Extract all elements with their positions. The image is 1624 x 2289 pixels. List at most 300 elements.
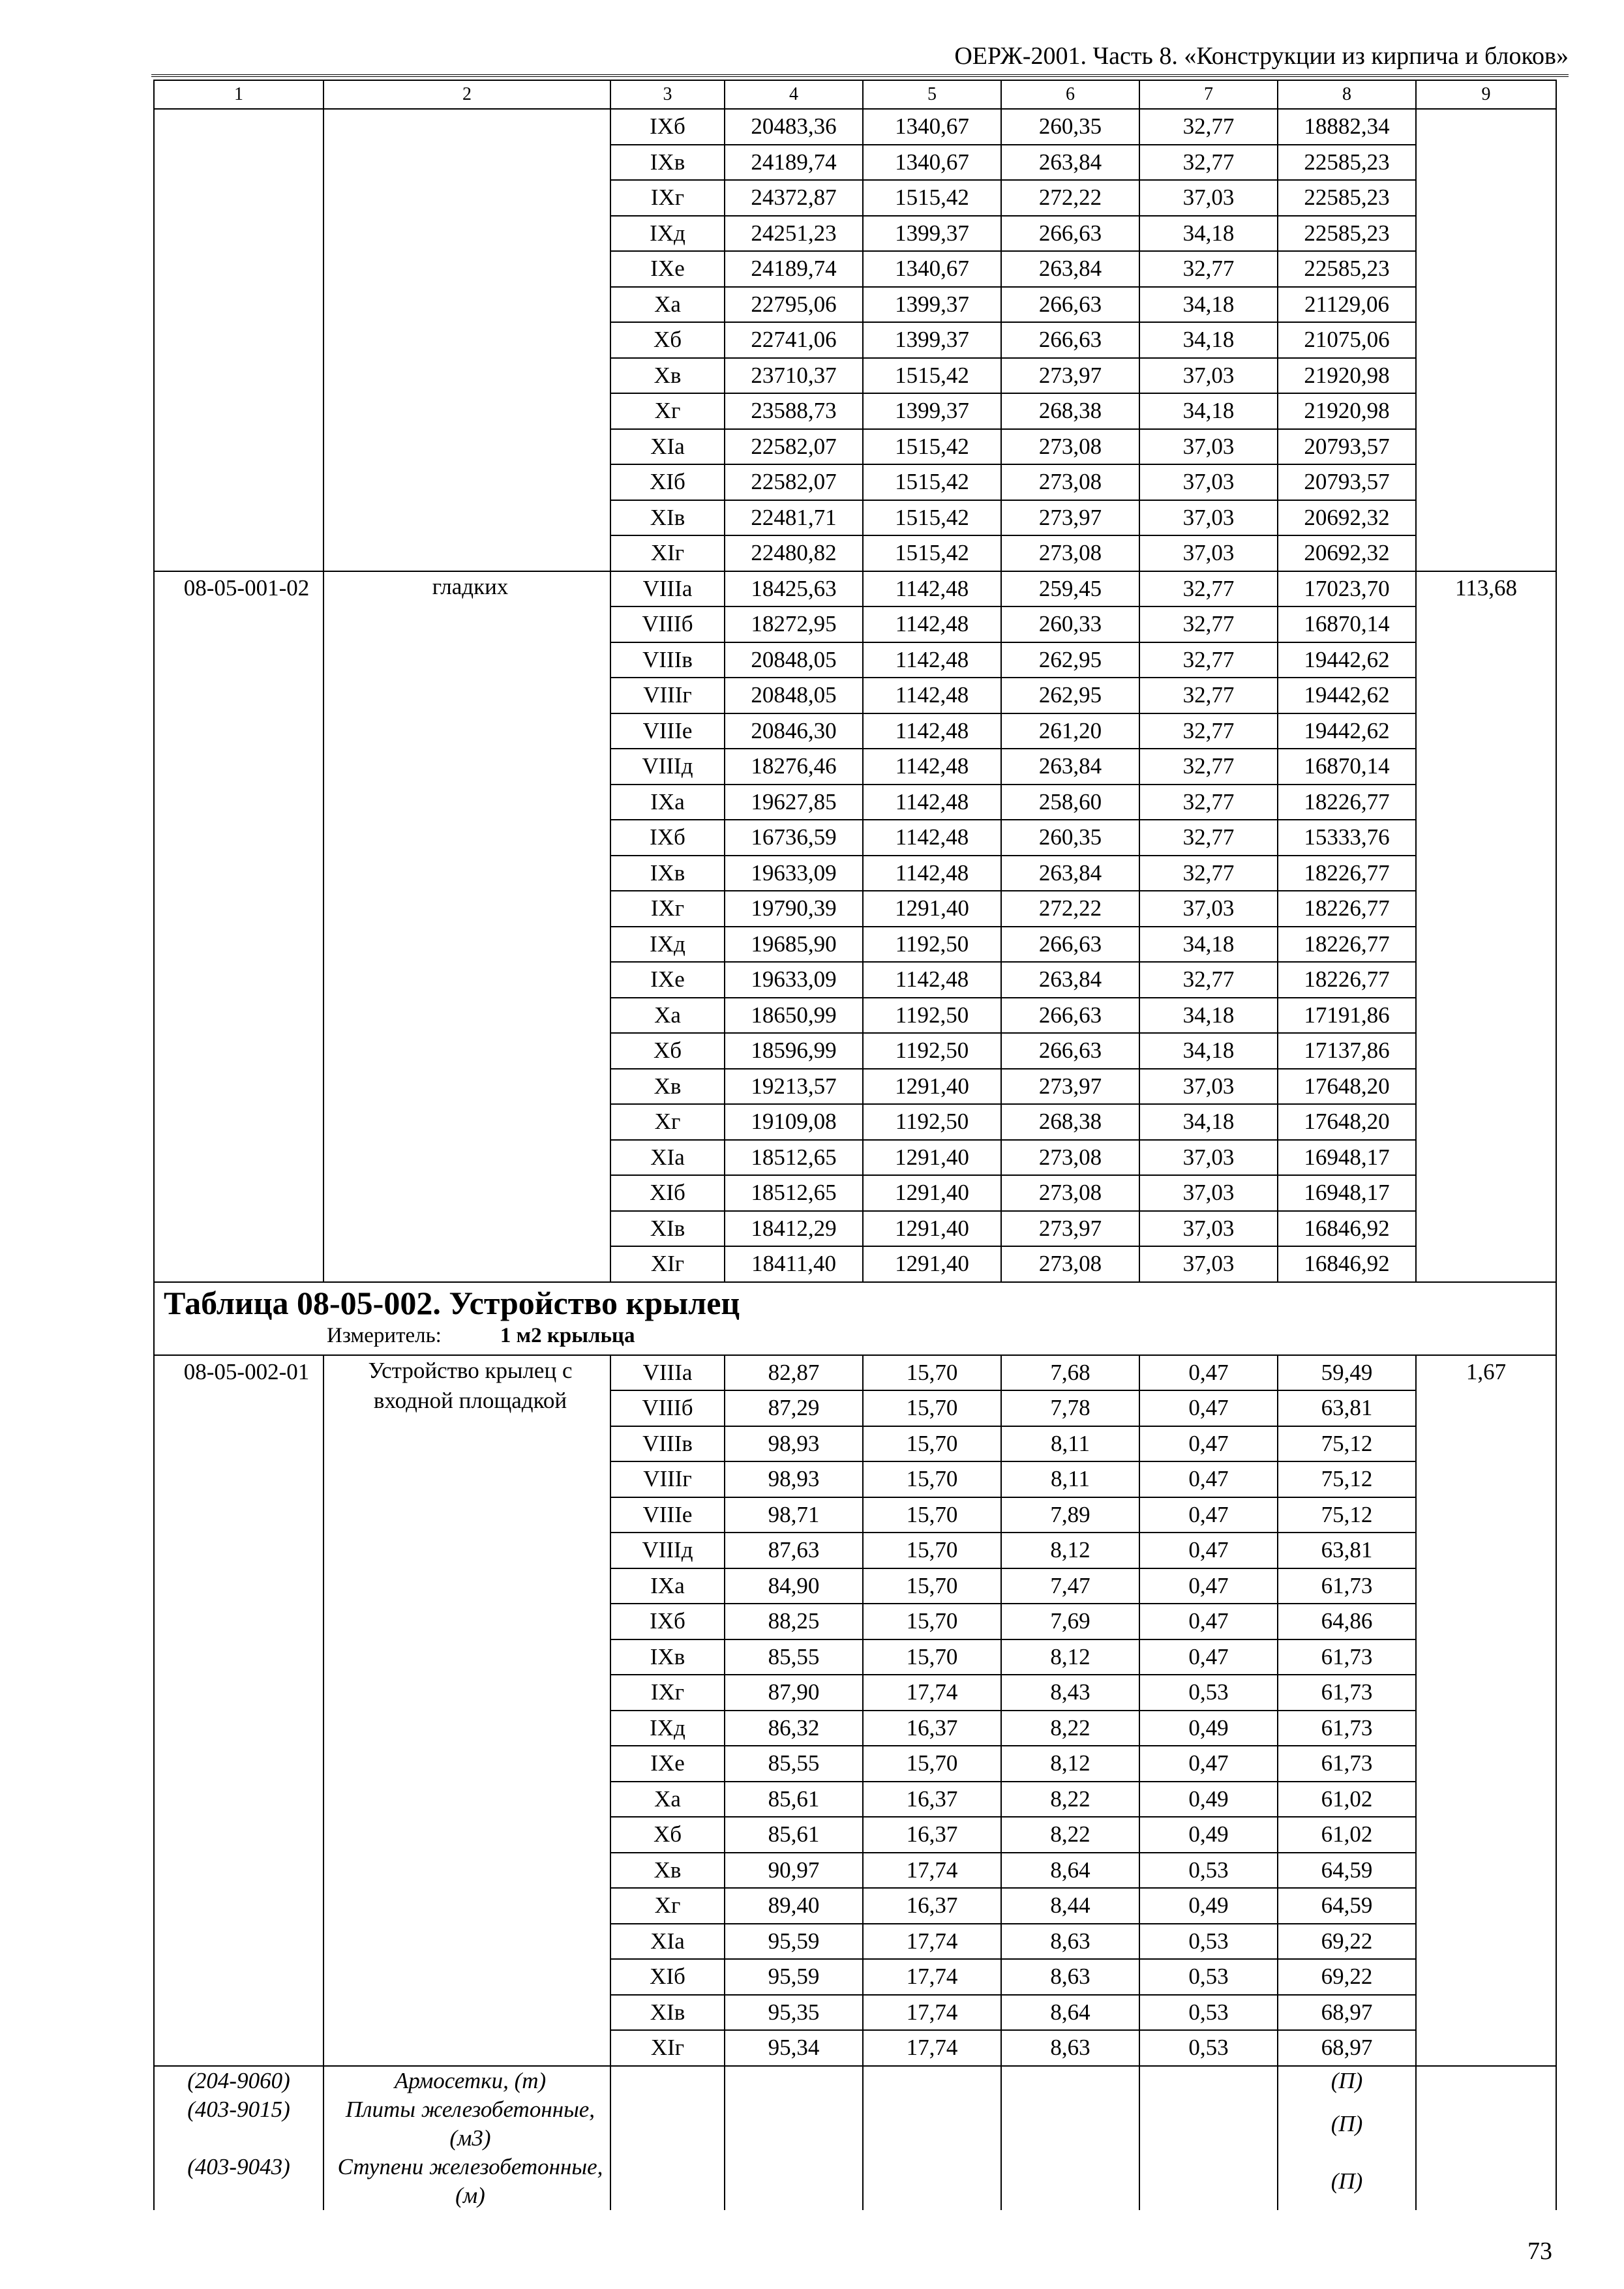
zone-cell: Xв [610, 1853, 725, 1889]
value-cell: 8,63 [1001, 2030, 1139, 2066]
col-header: 3 [610, 80, 725, 109]
value-cell: 273,08 [1001, 1175, 1139, 1211]
value-cell: 0,47 [1139, 1355, 1278, 1391]
value-cell: 85,55 [725, 1746, 863, 1782]
value-cell: 17648,20 [1278, 1104, 1416, 1140]
value-cell: 8,12 [1001, 1639, 1139, 1675]
value-cell: 18596,99 [725, 1033, 863, 1069]
table-title: Таблица 08-05-002. Устройство крылец [164, 1284, 740, 1321]
zone-cell: VIIIг [610, 1461, 725, 1497]
zone-cell: IXд [610, 216, 725, 252]
resource-value: (П) [1278, 2066, 1416, 2095]
value-cell: 37,03 [1139, 429, 1278, 465]
measure-line [164, 1323, 1556, 1348]
value-cell: 24372,87 [725, 180, 863, 216]
value-cell: 17,74 [863, 1675, 1001, 1711]
empty-cell [725, 2095, 863, 2153]
empty-cell [1416, 2066, 1556, 2095]
value-cell: 34,18 [1139, 287, 1278, 323]
resource-code: (204-9060) [154, 2066, 323, 2095]
value-cell: 7,89 [1001, 1497, 1139, 1533]
value-cell: 15,70 [863, 1390, 1001, 1426]
value-cell: 95,59 [725, 1959, 863, 1995]
value-cell: 1142,48 [863, 856, 1001, 891]
value-cell: 18425,63 [725, 571, 863, 607]
zone-cell: Xб [610, 322, 725, 358]
value-cell: 262,95 [1001, 678, 1139, 713]
value-cell: 22741,06 [725, 322, 863, 358]
value-cell: 34,18 [1139, 927, 1278, 963]
resource-code: (403-9015) [154, 2095, 323, 2153]
resource-code: (403-9043) [154, 2153, 323, 2210]
value-cell: 82,87 [725, 1355, 863, 1391]
value-cell: 61,73 [1278, 1746, 1416, 1782]
value-cell: 260,35 [1001, 820, 1139, 856]
value-cell: 263,84 [1001, 251, 1139, 287]
value-cell: 8,43 [1001, 1675, 1139, 1711]
value-cell: 16,37 [863, 1711, 1001, 1746]
value-cell: 85,55 [725, 1639, 863, 1675]
value-cell: 19442,62 [1278, 642, 1416, 678]
value-cell: 61,02 [1278, 1782, 1416, 1818]
empty-cell [1416, 2153, 1556, 2210]
value-cell: 17023,70 [1278, 571, 1416, 607]
value-cell: 1515,42 [863, 500, 1001, 536]
rate-code: 08-05-002-01 [154, 1355, 323, 2066]
value-cell: 88,25 [725, 1604, 863, 1639]
value-cell: 7,68 [1001, 1355, 1139, 1391]
value-cell: 18226,77 [1278, 891, 1416, 927]
measure-label: Измеритель: [327, 1323, 442, 1347]
value-cell: 8,22 [1001, 1711, 1139, 1746]
value-cell: 263,84 [1001, 145, 1139, 181]
value-cell: 0,53 [1139, 1853, 1278, 1889]
col-header: 1 [154, 80, 323, 109]
value-cell: 0,47 [1139, 1604, 1278, 1639]
value-cell: 1515,42 [863, 180, 1001, 216]
empty-cell [725, 2066, 863, 2095]
value-cell: 1192,50 [863, 927, 1001, 963]
value-cell: 89,40 [725, 1888, 863, 1924]
value-cell: 1192,50 [863, 1104, 1001, 1140]
value-cell: 0,53 [1139, 1675, 1278, 1711]
value-cell: 1399,37 [863, 216, 1001, 252]
empty-cell [1001, 2153, 1139, 2210]
value-cell: 15,70 [863, 1746, 1001, 1782]
zone-cell: IXе [610, 251, 725, 287]
value-cell: 34,18 [1139, 322, 1278, 358]
value-cell: 37,03 [1139, 1246, 1278, 1282]
value-cell: 61,73 [1278, 1639, 1416, 1675]
value-cell: 23588,73 [725, 393, 863, 429]
value-cell: 1340,67 [863, 109, 1001, 145]
value-cell: 1291,40 [863, 891, 1001, 927]
value-cell: 19633,09 [725, 962, 863, 998]
value-cell: 1142,48 [863, 785, 1001, 820]
zone-cell: XIв [610, 1211, 725, 1247]
rate-name [323, 109, 610, 571]
empty-cell [863, 2153, 1001, 2210]
value-cell: 20692,32 [1278, 500, 1416, 536]
value-cell: 272,22 [1001, 891, 1139, 927]
value-cell: 95,34 [725, 2030, 863, 2066]
value-cell: 32,77 [1139, 962, 1278, 998]
value-cell: 266,63 [1001, 216, 1139, 252]
value-cell: 22481,71 [725, 500, 863, 536]
value-cell: 20793,57 [1278, 429, 1416, 465]
value-cell: 1399,37 [863, 287, 1001, 323]
zone-cell: IXв [610, 856, 725, 891]
value-cell: 24251,23 [725, 216, 863, 252]
value-cell: 63,81 [1278, 1533, 1416, 1568]
value-cell: 273,08 [1001, 1140, 1139, 1176]
value-cell: 0,53 [1139, 2030, 1278, 2066]
value-cell: 95,35 [725, 1995, 863, 2031]
value-cell: 15,70 [863, 1355, 1001, 1391]
value-cell: 0,47 [1139, 1746, 1278, 1782]
value-cell: 260,35 [1001, 109, 1139, 145]
value-cell: 1399,37 [863, 393, 1001, 429]
value-cell: 18276,46 [725, 749, 863, 785]
value-cell: 273,97 [1001, 1069, 1139, 1105]
value-cell: 85,61 [725, 1817, 863, 1853]
value-cell: 1142,48 [863, 642, 1001, 678]
zone-cell: Xа [610, 1782, 725, 1818]
value-cell: 17,74 [863, 2030, 1001, 2066]
value-cell: 16736,59 [725, 820, 863, 856]
zone-cell: XIг [610, 1246, 725, 1282]
value-cell: 20692,32 [1278, 535, 1416, 571]
value-cell: 37,03 [1139, 535, 1278, 571]
value-cell: 20848,05 [725, 642, 863, 678]
empty-cell [610, 2153, 725, 2210]
value-cell: 8,63 [1001, 1959, 1139, 1995]
value-cell: 68,97 [1278, 2030, 1416, 2066]
value-cell: 19633,09 [725, 856, 863, 891]
value-cell: 15,70 [863, 1568, 1001, 1604]
value-cell: 87,90 [725, 1675, 863, 1711]
resource-name: Ступени железобетонные, (м) [323, 2153, 610, 2210]
value-cell: 0,49 [1139, 1711, 1278, 1746]
zone-cell: XIб [610, 1175, 725, 1211]
value-cell: 16846,92 [1278, 1246, 1416, 1282]
value-cell: 61,73 [1278, 1711, 1416, 1746]
value-cell: 32,77 [1139, 820, 1278, 856]
value-cell: 273,08 [1001, 1246, 1139, 1282]
value-cell: 22582,07 [725, 464, 863, 500]
value-cell: 261,20 [1001, 713, 1139, 749]
value-cell: 37,03 [1139, 1175, 1278, 1211]
zone-cell: IXв [610, 145, 725, 181]
resource-row [154, 2066, 1556, 2095]
value-cell: 1515,42 [863, 535, 1001, 571]
value-cell: 16948,17 [1278, 1140, 1416, 1176]
column-number-row [154, 80, 1556, 109]
value-cell: 22480,82 [725, 535, 863, 571]
zone-cell: IXб [610, 1604, 725, 1639]
empty-cell [1139, 2066, 1278, 2095]
value-cell: 0,47 [1139, 1461, 1278, 1497]
value-cell: 262,95 [1001, 642, 1139, 678]
value-cell: 32,77 [1139, 109, 1278, 145]
value-cell: 258,60 [1001, 785, 1139, 820]
value-cell: 87,63 [725, 1533, 863, 1568]
value-cell: 19790,39 [725, 891, 863, 927]
value-cell: 59,49 [1278, 1355, 1416, 1391]
value-cell: 16948,17 [1278, 1175, 1416, 1211]
value-cell: 1515,42 [863, 358, 1001, 394]
value-cell: 22795,06 [725, 287, 863, 323]
zone-cell: Xб [610, 1033, 725, 1069]
value-cell: 64,59 [1278, 1888, 1416, 1924]
empty-cell [1001, 2066, 1139, 2095]
value-cell: 273,08 [1001, 429, 1139, 465]
value-cell: 20793,57 [1278, 464, 1416, 500]
zone-cell: IXа [610, 1568, 725, 1604]
empty-cell [1001, 2095, 1139, 2153]
value-cell: 22585,23 [1278, 251, 1416, 287]
value-cell: 32,77 [1139, 251, 1278, 287]
value-cell: 16,37 [863, 1817, 1001, 1853]
value-cell: 17,74 [863, 1959, 1001, 1995]
value-cell: 16870,14 [1278, 749, 1416, 785]
value-cell: 19442,62 [1278, 713, 1416, 749]
value-cell: 21075,06 [1278, 322, 1416, 358]
value-cell: 21920,98 [1278, 358, 1416, 394]
value-cell: 17,74 [863, 1924, 1001, 1960]
zone-cell: IXе [610, 962, 725, 998]
empty-cell [863, 2066, 1001, 2095]
value-cell: 16,37 [863, 1888, 1001, 1924]
zone-cell: VIIIе [610, 1497, 725, 1533]
zone-cell: Xг [610, 393, 725, 429]
value-cell: 34,18 [1139, 1104, 1278, 1140]
value-cell: 32,77 [1139, 642, 1278, 678]
value-cell: 1142,48 [863, 962, 1001, 998]
zone-cell: XIв [610, 1995, 725, 2031]
value-cell: 0,49 [1139, 1782, 1278, 1818]
zone-cell: XIа [610, 429, 725, 465]
zone-cell: XIг [610, 2030, 725, 2066]
empty-cell [1139, 2095, 1278, 2153]
value-cell: 0,47 [1139, 1533, 1278, 1568]
value-cell: 0,47 [1139, 1426, 1278, 1462]
col-header: 6 [1001, 80, 1139, 109]
value-cell: 266,63 [1001, 322, 1139, 358]
table-row [154, 571, 1556, 607]
value-cell: 17191,86 [1278, 998, 1416, 1034]
value-cell: 1399,37 [863, 322, 1001, 358]
zone-cell: IXе [610, 1746, 725, 1782]
value-cell: 1192,50 [863, 1033, 1001, 1069]
value-cell: 20846,30 [725, 713, 863, 749]
value-cell: 22585,23 [1278, 216, 1416, 252]
value-cell: 32,77 [1139, 606, 1278, 642]
value-cell: 266,63 [1001, 1033, 1139, 1069]
value-cell: 19685,90 [725, 927, 863, 963]
value-cell: 8,11 [1001, 1426, 1139, 1462]
value-cell: 32,77 [1139, 571, 1278, 607]
value-cell: 1291,40 [863, 1069, 1001, 1105]
zone-cell: XIб [610, 464, 725, 500]
value-cell: 0,53 [1139, 1959, 1278, 1995]
col-header: 2 [323, 80, 610, 109]
table-row [154, 1355, 1556, 1391]
value-cell: 273,97 [1001, 500, 1139, 536]
zone-cell: VIIIв [610, 642, 725, 678]
header-title: ОЕРЖ-2001. Часть 8. «Конструкции из кирпича и блоков» [954, 42, 1569, 70]
value-cell: 23710,37 [725, 358, 863, 394]
value-cell: 17,74 [863, 1995, 1001, 2031]
resource-row [154, 2095, 1556, 2153]
value-cell: 34,18 [1139, 393, 1278, 429]
value-cell: 34,18 [1139, 216, 1278, 252]
value-cell: 37,03 [1139, 358, 1278, 394]
value-cell: 1340,67 [863, 145, 1001, 181]
value-cell: 32,77 [1139, 749, 1278, 785]
value-cell: 268,38 [1001, 393, 1139, 429]
value-cell: 0,47 [1139, 1390, 1278, 1426]
value-cell: 32,77 [1139, 785, 1278, 820]
value-cell: 37,03 [1139, 891, 1278, 927]
col9-value: 1,67 [1416, 1355, 1556, 2066]
value-cell: 263,84 [1001, 856, 1139, 891]
value-cell: 63,81 [1278, 1390, 1416, 1426]
value-cell: 8,64 [1001, 1995, 1139, 2031]
value-cell: 1142,48 [863, 571, 1001, 607]
value-cell: 8,22 [1001, 1782, 1139, 1818]
value-cell: 98,71 [725, 1497, 863, 1533]
value-cell: 86,32 [725, 1711, 863, 1746]
value-cell: 15,70 [863, 1533, 1001, 1568]
value-cell: 84,90 [725, 1568, 863, 1604]
value-cell: 21920,98 [1278, 393, 1416, 429]
value-cell: 24189,74 [725, 145, 863, 181]
value-cell: 8,11 [1001, 1461, 1139, 1497]
zone-cell: VIIIд [610, 749, 725, 785]
value-cell: 7,47 [1001, 1568, 1139, 1604]
value-cell: 69,22 [1278, 1959, 1416, 1995]
value-cell: 263,84 [1001, 749, 1139, 785]
value-cell: 90,97 [725, 1853, 863, 1889]
value-cell: 1142,48 [863, 678, 1001, 713]
empty-cell [610, 2095, 725, 2153]
value-cell: 61,02 [1278, 1817, 1416, 1853]
value-cell: 0,49 [1139, 1888, 1278, 1924]
col-header: 8 [1278, 80, 1416, 109]
value-cell: 75,12 [1278, 1497, 1416, 1533]
value-cell: 266,63 [1001, 287, 1139, 323]
col-header: 9 [1416, 80, 1556, 109]
value-cell: 18412,29 [725, 1211, 863, 1247]
zone-cell: VIIIд [610, 1533, 725, 1568]
value-cell: 8,12 [1001, 1533, 1139, 1568]
value-cell: 268,38 [1001, 1104, 1139, 1140]
value-cell: 1142,48 [863, 606, 1001, 642]
value-cell: 18650,99 [725, 998, 863, 1034]
page-header [151, 38, 1569, 77]
value-cell: 266,63 [1001, 998, 1139, 1034]
value-cell: 7,78 [1001, 1390, 1139, 1426]
value-cell: 8,22 [1001, 1817, 1139, 1853]
value-cell: 1192,50 [863, 998, 1001, 1034]
empty-cell [1416, 2095, 1556, 2153]
value-cell: 8,12 [1001, 1746, 1139, 1782]
value-cell: 1291,40 [863, 1246, 1001, 1282]
zone-cell: Xв [610, 1069, 725, 1105]
value-cell: 15,70 [863, 1497, 1001, 1533]
value-cell: 7,69 [1001, 1604, 1139, 1639]
zone-cell: IXд [610, 1711, 725, 1746]
value-cell: 98,93 [725, 1426, 863, 1462]
value-cell: 34,18 [1139, 1033, 1278, 1069]
zone-cell: VIIIа [610, 1355, 725, 1391]
zone-cell: Xа [610, 998, 725, 1034]
value-cell: 37,03 [1139, 1140, 1278, 1176]
zone-cell: IXа [610, 785, 725, 820]
value-cell: 273,97 [1001, 1211, 1139, 1247]
zone-cell: VIIIб [610, 606, 725, 642]
value-cell: 0,47 [1139, 1497, 1278, 1533]
zone-cell: VIIIа [610, 571, 725, 607]
value-cell: 15,70 [863, 1426, 1001, 1462]
table-title-cell [154, 1282, 1556, 1355]
value-cell: 273,97 [1001, 358, 1139, 394]
zone-cell: IXд [610, 927, 725, 963]
rate-name: Устройство крылец с входной площадкой [323, 1355, 610, 2066]
value-cell: 1340,67 [863, 251, 1001, 287]
rate-code: 08-05-001-02 [154, 571, 323, 1282]
value-cell: 18512,65 [725, 1175, 863, 1211]
col-header: 7 [1139, 80, 1278, 109]
zone-cell: Xг [610, 1888, 725, 1924]
zone-cell: Xб [610, 1817, 725, 1853]
zone-cell: IXг [610, 1675, 725, 1711]
value-cell: 17648,20 [1278, 1069, 1416, 1105]
value-cell: 37,03 [1139, 1211, 1278, 1247]
zone-cell: IXв [610, 1639, 725, 1675]
value-cell: 15,70 [863, 1604, 1001, 1639]
col-header: 5 [863, 80, 1001, 109]
value-cell: 18226,77 [1278, 962, 1416, 998]
zone-cell: IXг [610, 891, 725, 927]
value-cell: 1515,42 [863, 464, 1001, 500]
value-cell: 22585,23 [1278, 180, 1416, 216]
value-cell: 37,03 [1139, 180, 1278, 216]
value-cell: 15,70 [863, 1461, 1001, 1497]
value-cell: 61,73 [1278, 1675, 1416, 1711]
value-cell: 1291,40 [863, 1211, 1001, 1247]
value-cell: 20483,36 [725, 109, 863, 145]
value-cell: 32,77 [1139, 713, 1278, 749]
value-cell: 37,03 [1139, 500, 1278, 536]
resource-name: Плиты железобетонные, (м3) [323, 2095, 610, 2153]
value-cell: 1515,42 [863, 429, 1001, 465]
value-cell: 20848,05 [725, 678, 863, 713]
zone-cell: XIа [610, 1924, 725, 1960]
rate-name: гладких [323, 571, 610, 1282]
value-cell: 0,49 [1139, 1817, 1278, 1853]
empty-cell [1139, 2153, 1278, 2210]
value-cell: 16870,14 [1278, 606, 1416, 642]
zone-cell: XIв [610, 500, 725, 536]
value-cell: 64,59 [1278, 1853, 1416, 1889]
value-cell: 273,08 [1001, 464, 1139, 500]
value-cell: 18226,77 [1278, 856, 1416, 891]
value-cell: 0,53 [1139, 1995, 1278, 2031]
col-header: 4 [725, 80, 863, 109]
value-cell: 1142,48 [863, 713, 1001, 749]
